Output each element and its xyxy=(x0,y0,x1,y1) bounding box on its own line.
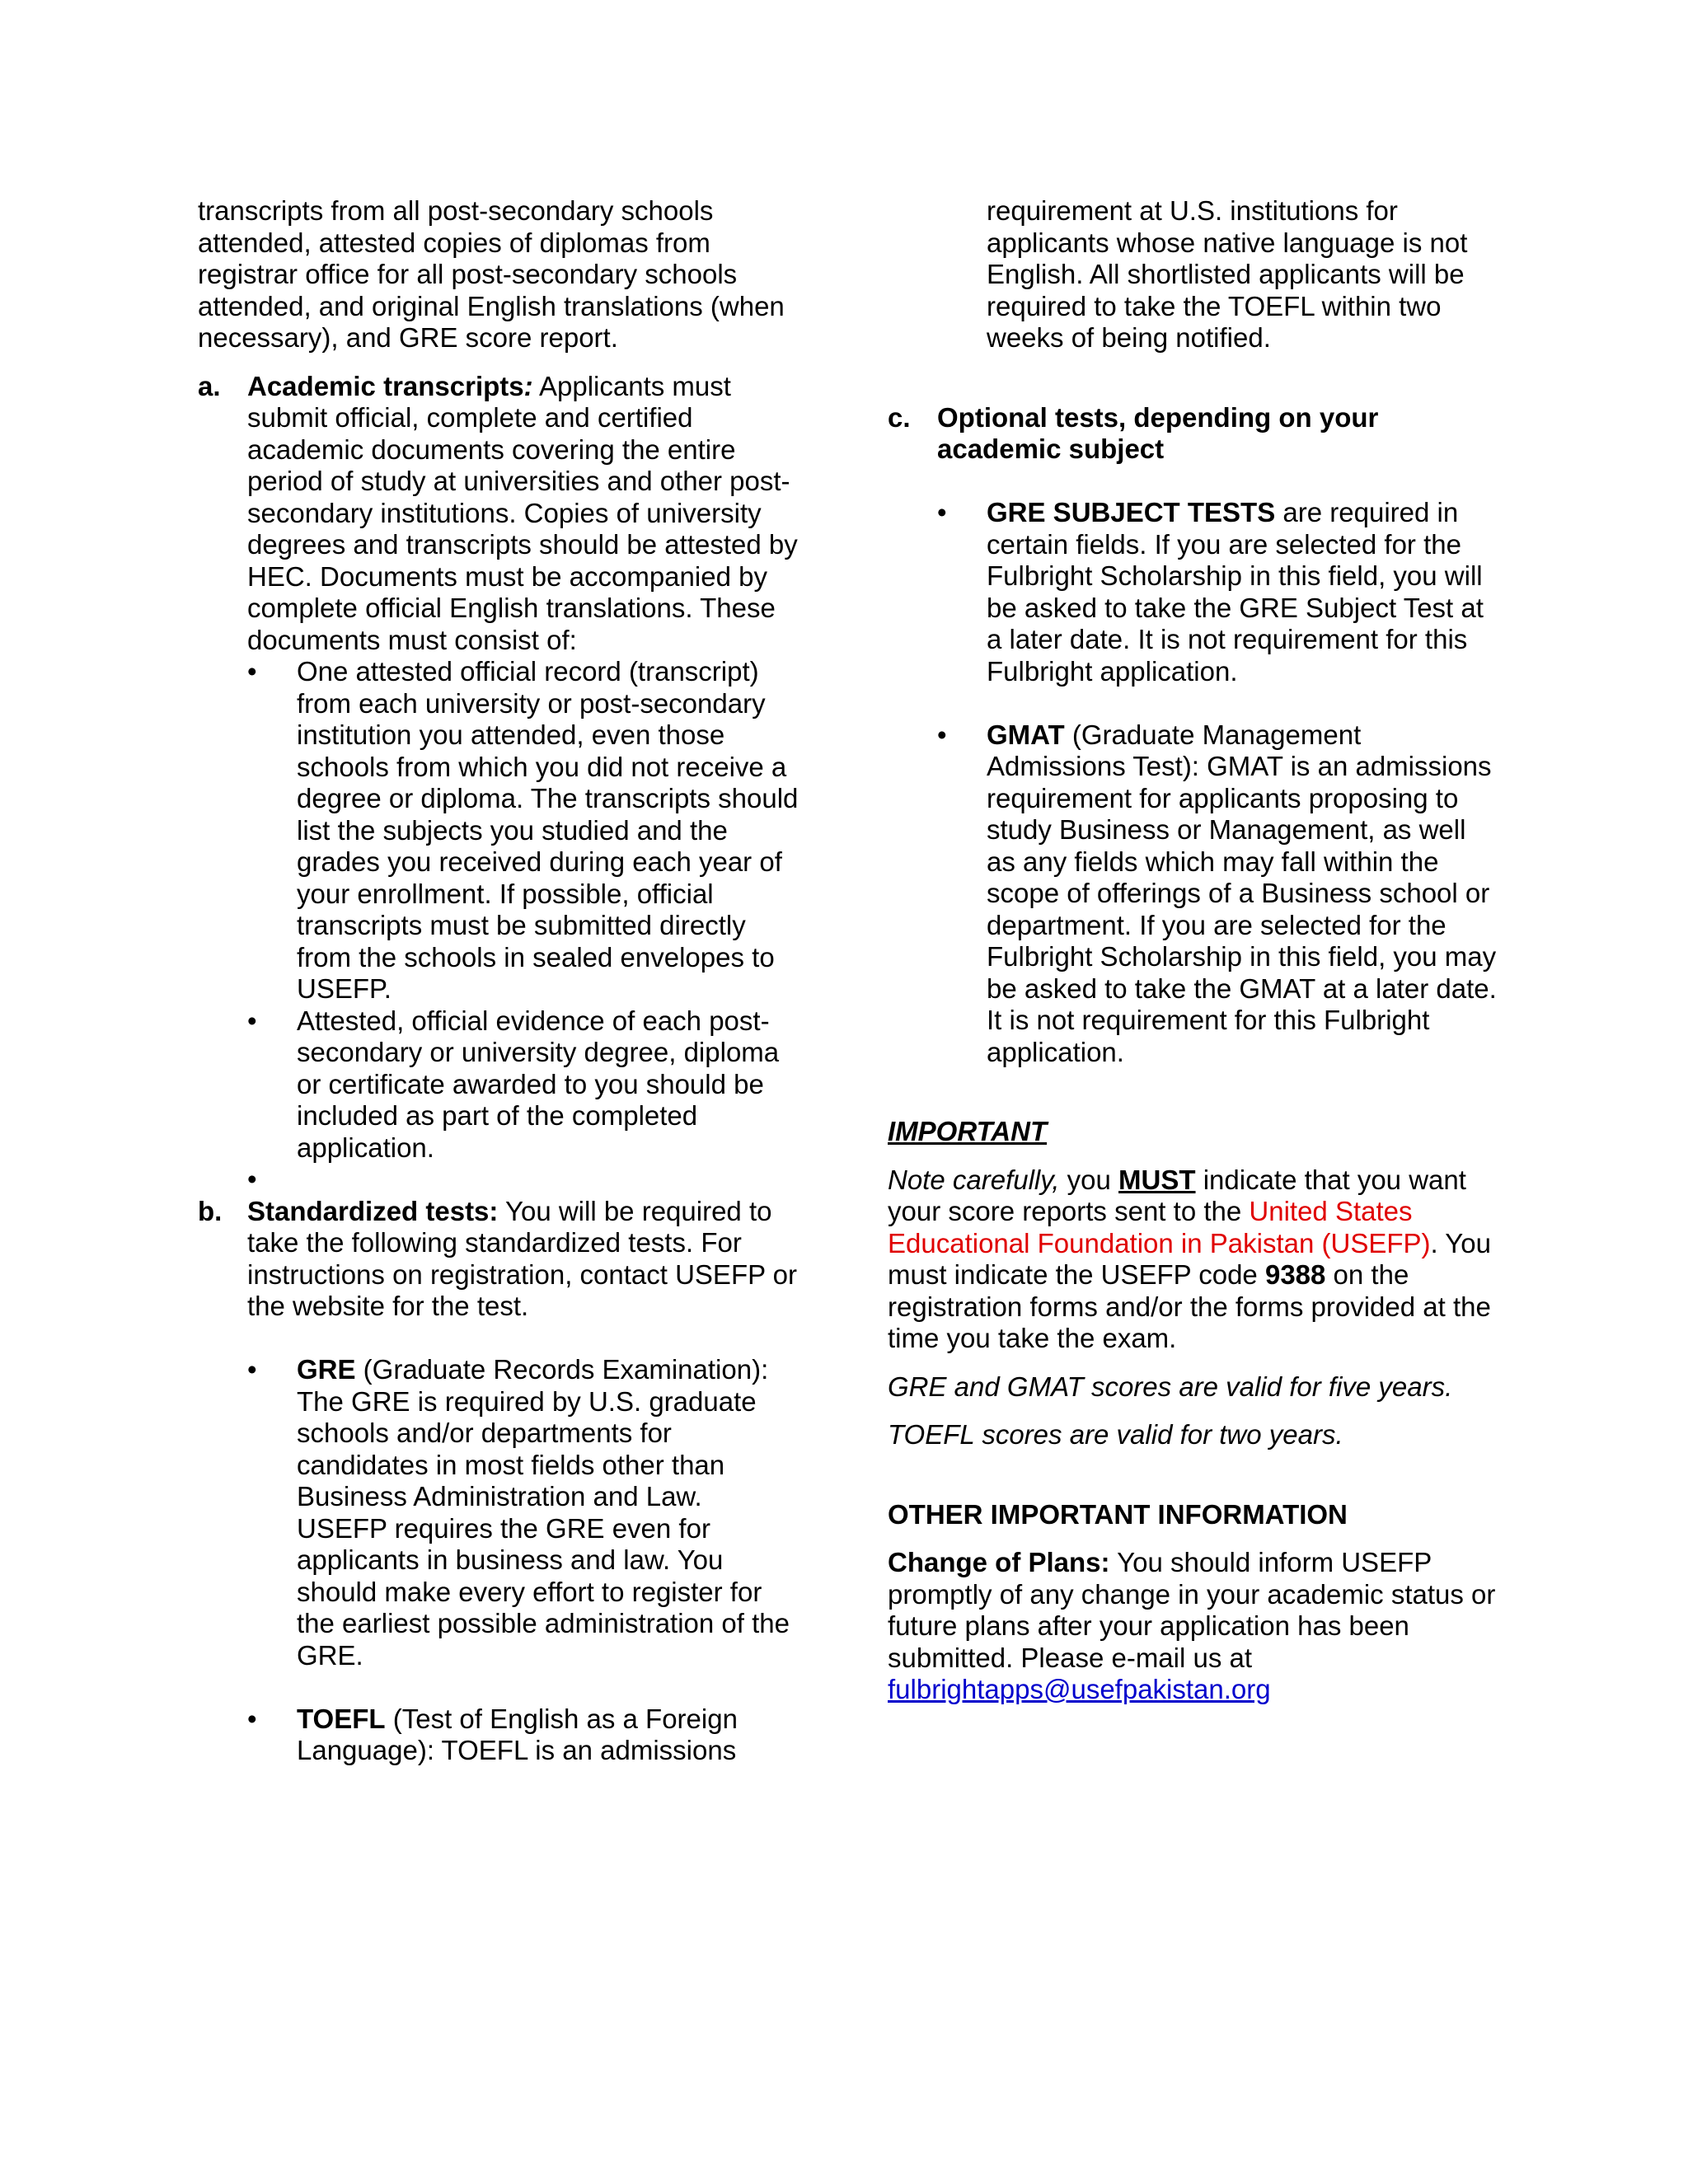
section-a-label: a. xyxy=(198,370,221,401)
list-item xyxy=(247,656,799,1005)
section-c-title xyxy=(937,402,1498,466)
bullet-icon: • xyxy=(247,1164,257,1194)
note-text-2: indicate that you want your score reports sent to the xyxy=(888,1164,1466,1226)
list-item-empty xyxy=(247,1164,799,1196)
toefl-continuation-text: requirement at U.S. institutions for applicants whose native language is not English. All shortlisted applicants will be required to take the TOEFL within two weeks of being notified. xyxy=(987,195,1468,353)
section-b-standardized-tests xyxy=(198,1196,799,1767)
change-of-plans xyxy=(888,1547,1498,1706)
change-of-plans-title: Change of Plans: xyxy=(888,1547,1110,1577)
gre-subject-paragraph xyxy=(987,497,1498,687)
section-a-text: Applicants must submit official, complete and certified academic documents covering the entire period of study at universities and other post-secondary institutions. Copies of university degrees and transcripts should be attested by HEC. Documents must be accompanied by complete official English translations. These documents must consist of: xyxy=(247,370,798,655)
must-emphasis: MUST xyxy=(1118,1164,1196,1195)
list-item xyxy=(247,1005,799,1165)
note-text-4: on the registration forms and/or the forms provided at the time you take the exam. xyxy=(888,1259,1491,1353)
section-b-title: Standardized tests: xyxy=(247,1195,499,1226)
bullet-text: Attested, official evidence of each post-secondary or university degree, diploma or certificate awarded to you should be included as part of the completed application. xyxy=(297,1005,780,1163)
important-heading: IMPORTANT xyxy=(888,1116,1048,1146)
toefl-title: TOEFL xyxy=(297,1703,386,1734)
section-b-paragraph xyxy=(247,1196,799,1323)
list-item-gre xyxy=(247,1354,799,1671)
gmat-title: GMAT xyxy=(987,719,1065,750)
toefl-continuation xyxy=(888,195,1498,354)
gre-subject-text: are required in certain fields. If you are selected for the Fulbright Scholarship in this field, you will be asked to take the GRE Subject Test at a later date. It is not requirement for this Fulbright application. xyxy=(987,497,1484,687)
bullet-text: One attested official record (transcript) from each university or post-secondary institution you attended, even those schools from which you did not receive a degree or diploma. The transcripts should list the subjects you studied and the grades you received during each year of your enrollment. If possible, official transcripts must be submitted directly from the schools in sealed envelopes to USEFP. xyxy=(297,656,799,1004)
other-info-heading-text: OTHER IMPORTANT INFORMATION xyxy=(888,1498,1348,1530)
other-info-heading xyxy=(888,1499,1498,1531)
usefp-name: United States Educational Foundation in Pakistan (USEFP) xyxy=(888,1196,1431,1258)
section-c-title-text: Optional tests, depending on your academic subject xyxy=(937,401,1379,464)
bullet-icon: • xyxy=(247,1354,257,1385)
section-a-title: Academic transcripts xyxy=(247,370,524,401)
email-link[interactable]: fulbrightapps@usefpakistan.org xyxy=(888,1674,1271,1704)
bullet-icon: • xyxy=(247,1703,257,1734)
section-a-paragraph xyxy=(247,371,799,657)
list-item-gmat xyxy=(937,719,1498,1069)
gre-text: (Graduate Records Examination): The GRE is required by U.S. graduate schools and/or departments for candidates in most fields other than Business Administration and Law. USEFP requires the GRE even for applicants in business and law. You should make every effort to register for the earliest possible administration of the GRE. xyxy=(297,1354,790,1671)
intro-paragraph: transcripts from all post-secondary schools attended, attested copies of diplomas from registrar office for all post-secondary schools attended, and original English translations (when necessary), and GRE score report. xyxy=(198,195,785,353)
right-column xyxy=(888,195,1498,1706)
change-of-plans-text: You should inform USEFP promptly of any change in your academic status or future plans after your application has been submitted. Please e-mail us at xyxy=(888,1547,1496,1673)
section-a-academic-transcripts xyxy=(198,371,799,1196)
section-a-colon: : xyxy=(523,370,533,401)
note-text-1: you xyxy=(1059,1164,1119,1195)
gre-subject-title: GRE SUBJECT TESTS xyxy=(987,497,1276,527)
list-item-gre-subject xyxy=(937,497,1498,687)
section-b-text: You will be required to take the following standardized tests. For instructions on registration, contact USEFP or the website for the test. xyxy=(247,1195,798,1321)
important-note xyxy=(888,1165,1498,1355)
usefp-code: 9388 xyxy=(1264,1259,1326,1290)
gmat-paragraph xyxy=(987,719,1498,1069)
section-c-optional-tests xyxy=(888,402,1498,1069)
bullet-icon: • xyxy=(247,656,257,687)
toefl-text: (Test of English as a Foreign Language): TOEFL is an admissions xyxy=(297,1703,738,1765)
bullet-icon: • xyxy=(247,1005,257,1036)
gre-gmat-validity: GRE and GMAT scores are valid for five years. xyxy=(888,1371,1453,1402)
section-c-label: c. xyxy=(888,401,911,433)
gre-paragraph xyxy=(297,1354,799,1671)
gmat-text: (Graduate Management Admissions Test): GMAT is an admissions requirement for applicants proposing to study Business or Management, as well as any fields which may fall within the scope of offerings of a Business school or department. If you are selected for the Fulbright Scholarship in this field, you may be asked to take the GMAT at a later date. It is not requirement for this Fulbright application. xyxy=(987,719,1497,1067)
left-column xyxy=(198,195,799,1767)
bullet-icon: • xyxy=(937,497,947,527)
gre-title: GRE xyxy=(297,1354,356,1385)
bullet-icon: • xyxy=(937,719,947,750)
note-italic: Note carefully, xyxy=(888,1164,1060,1195)
section-b-label: b. xyxy=(198,1195,223,1226)
note-text-3: . You must indicate the USEFP code xyxy=(888,1227,1491,1290)
toefl-paragraph xyxy=(297,1704,799,1767)
toefl-validity: TOEFL scores are valid for two years. xyxy=(888,1419,1343,1450)
list-item-toefl xyxy=(247,1704,799,1767)
